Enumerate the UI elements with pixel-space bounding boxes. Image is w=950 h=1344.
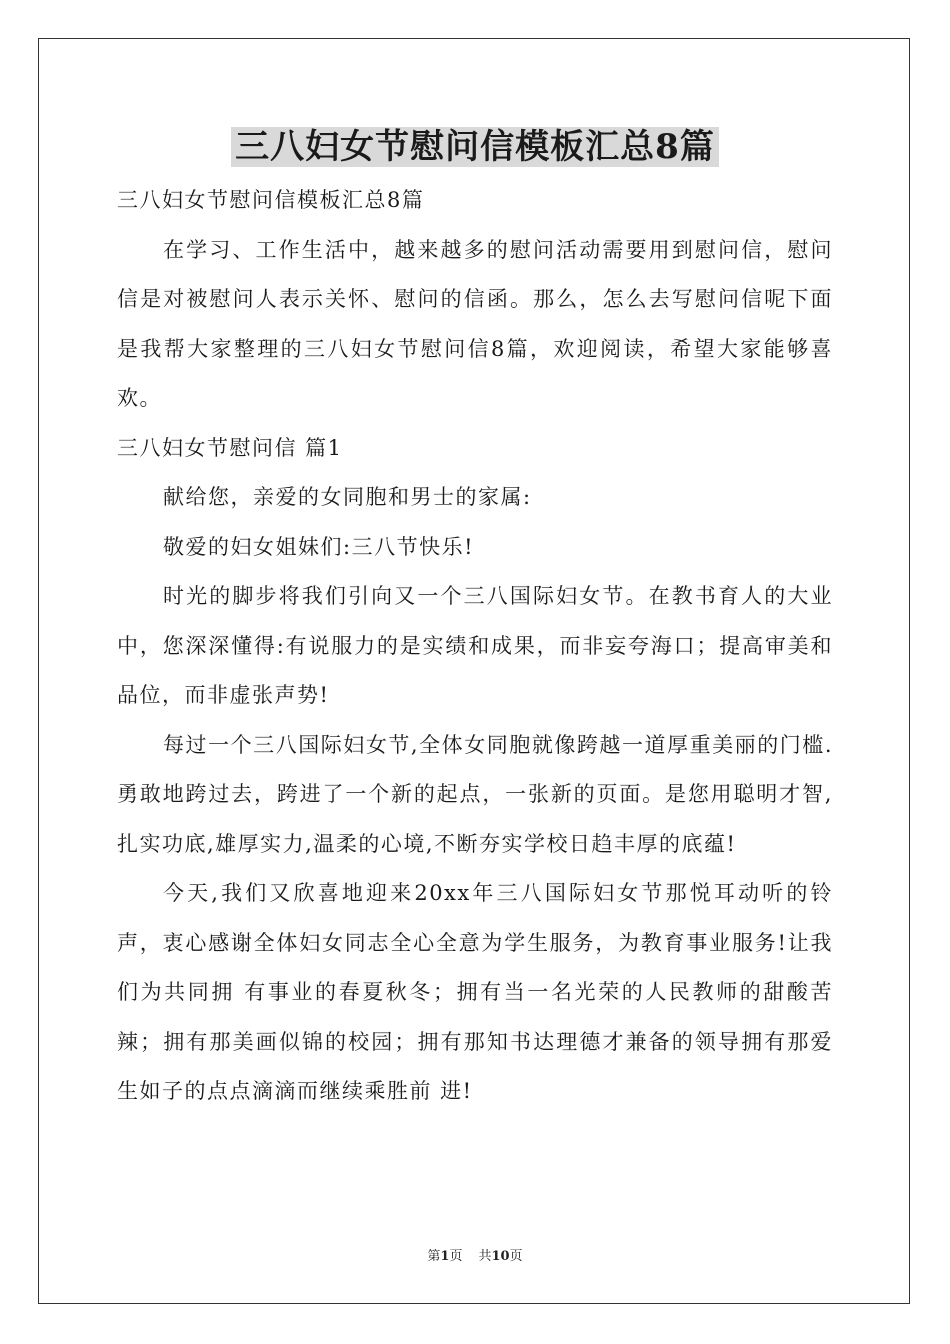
page-footer <box>0 1248 950 1266</box>
paragraph: 在学习、工作生活中，越来越多的慰问活动需要用到慰问信，慰问信是对被慰问人表示关怀、慰问的信函。那么，怎么去写慰问信呢下面是我帮大家整理的三八妇女节慰问信8篇，欢迎阅读，希望大家能够喜欢。 <box>117 237 833 410</box>
page-prefix: 第 <box>427 1249 441 1264</box>
paragraph: 每过一个三八国际妇女节,全体女同胞就像跨越一道厚重美丽的门槛.勇敢地跨过去，跨进了一个新的起点，一张新的页面。是您用聪明才智,扎实功底,雄厚实力,温柔的心境,不断夯实学校日趋丰厚的底蕴! <box>117 732 833 856</box>
page-current: 1 <box>440 1249 450 1264</box>
paragraph: 敬爱的妇女姐妹们:三八节快乐! <box>163 534 475 559</box>
document-title <box>0 124 950 170</box>
paragraph: 今天,我们又欣喜地迎来20xx年三八国际妇女节那悦耳动听的铃声，衷心感谢全体妇女同志全心全意为学生服务，为教育事业服务!让我们为共同拥 有事业的春夏秋冬；拥有当一名光荣的人民教师的甜酸苦辣；拥有那美画似锦的校园；拥有那知书达理德才兼备的领导拥有那爱生如子的点点滴滴而继续乘胜前 进! <box>117 881 833 1103</box>
total-suffix: 页 <box>509 1249 523 1264</box>
document-body <box>117 176 833 1117</box>
section-heading: 三八妇女节慰问信 篇1 <box>117 435 343 460</box>
total-prefix: 共 <box>478 1249 492 1264</box>
paragraph: 献给您，亲爱的女同胞和男士的家属: <box>163 485 532 509</box>
document-title-text: 三八妇女节慰问信模板汇总8篇 <box>231 127 719 167</box>
paragraph: 三八妇女节慰问信模板汇总8篇 <box>117 188 425 212</box>
paragraph: 时光的脚步将我们引向又一个三八国际妇女节。在教书育人的大业中，您深深懂得:有说服力的是实绩和成果，而非妄夸海口；提高审美和品位，而非虚张声势! <box>117 584 833 707</box>
page-suffix: 页 <box>449 1249 463 1264</box>
page-total: 10 <box>491 1249 510 1264</box>
